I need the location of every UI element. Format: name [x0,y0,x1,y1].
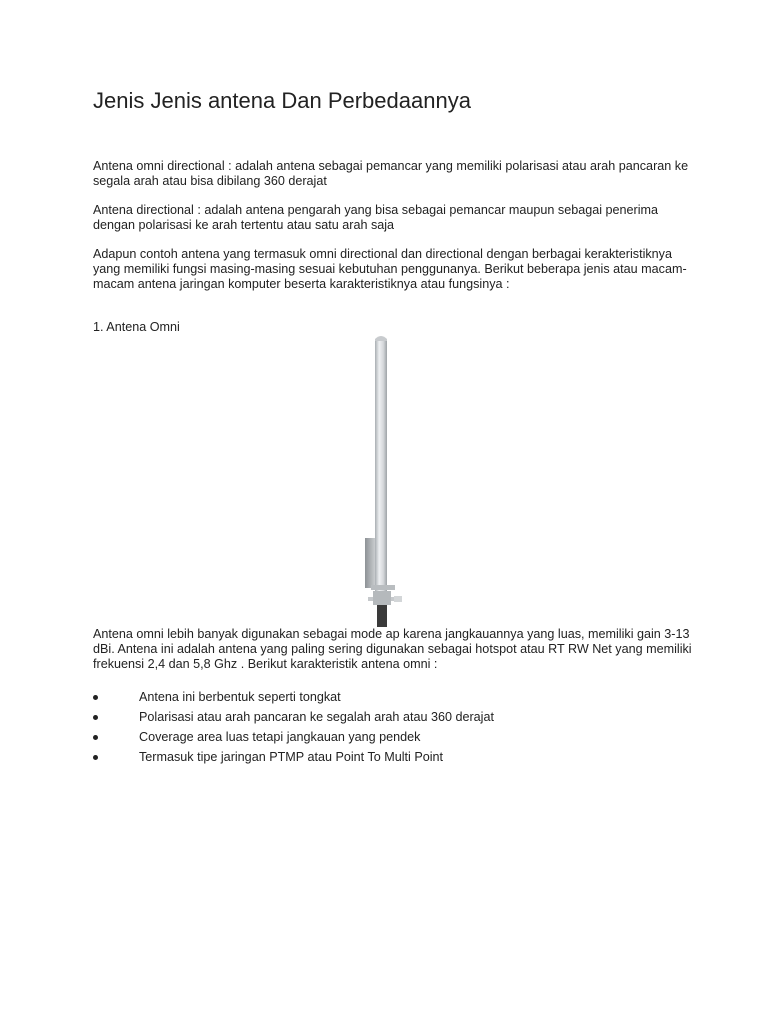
paragraph-omni-description: Antena omni lebih banyak digunakan sebagai mode ap karena jangkauannya yang luas, memiliki gain 3-13 dBi. Antena ini adalah antena yang paling sering digunakan sebagai hotspot atau RT RW Net yang memiliki frekuensi 2,4 dan 5,8 Ghz . Berikut karakteristik antena omni : [93,627,692,671]
section-heading-antena-omni: 1. Antena Omni [93,320,180,334]
omni-antenna-photo [354,333,414,627]
page-title: Jenis Jenis antena Dan Perbedaannya [93,88,471,113]
bullet-icon [93,755,98,760]
omni-antenna-icon [354,333,414,627]
list-item-text: Termasuk tipe jaringan PTMP atau Point To Multi Point [139,750,444,764]
list-item-text: Polarisasi atau arah pancaran ke segalah arah atau 360 derajat [139,710,494,724]
list-item-text: Coverage area luas tetapi jangkauan yang pendek [139,730,421,744]
paragraph-omni-directional: Antena omni directional : adalah antena sebagai pemancar yang memiliki polarisasi atau arah pancaran ke segala arah atau bisa dibilang 360 derajat [93,159,689,188]
list-item-text: Antena ini berbentuk seperti tongkat [139,690,341,704]
paragraph-directional: Antena directional : adalah antena pengarah yang bisa sebagai pemancar maupun sebagai penerima dengan polarisasi ke arah tertentu atau satu arah saja [93,203,659,232]
bullet-icon [93,735,98,740]
paragraph-intro: Adapun contoh antena yang termasuk omni directional dan directional dengan berbagai kerakteristiknya yang memiliki fungsi masing-masing sesuai kebutuhan penggunanya. Berikut beberapa jenis atau macam-macam antena jaringan komputer beserta karakteristiknya atau fungsinya : [93,247,687,291]
bullet-icon [93,715,98,720]
bullet-icon [93,695,98,700]
